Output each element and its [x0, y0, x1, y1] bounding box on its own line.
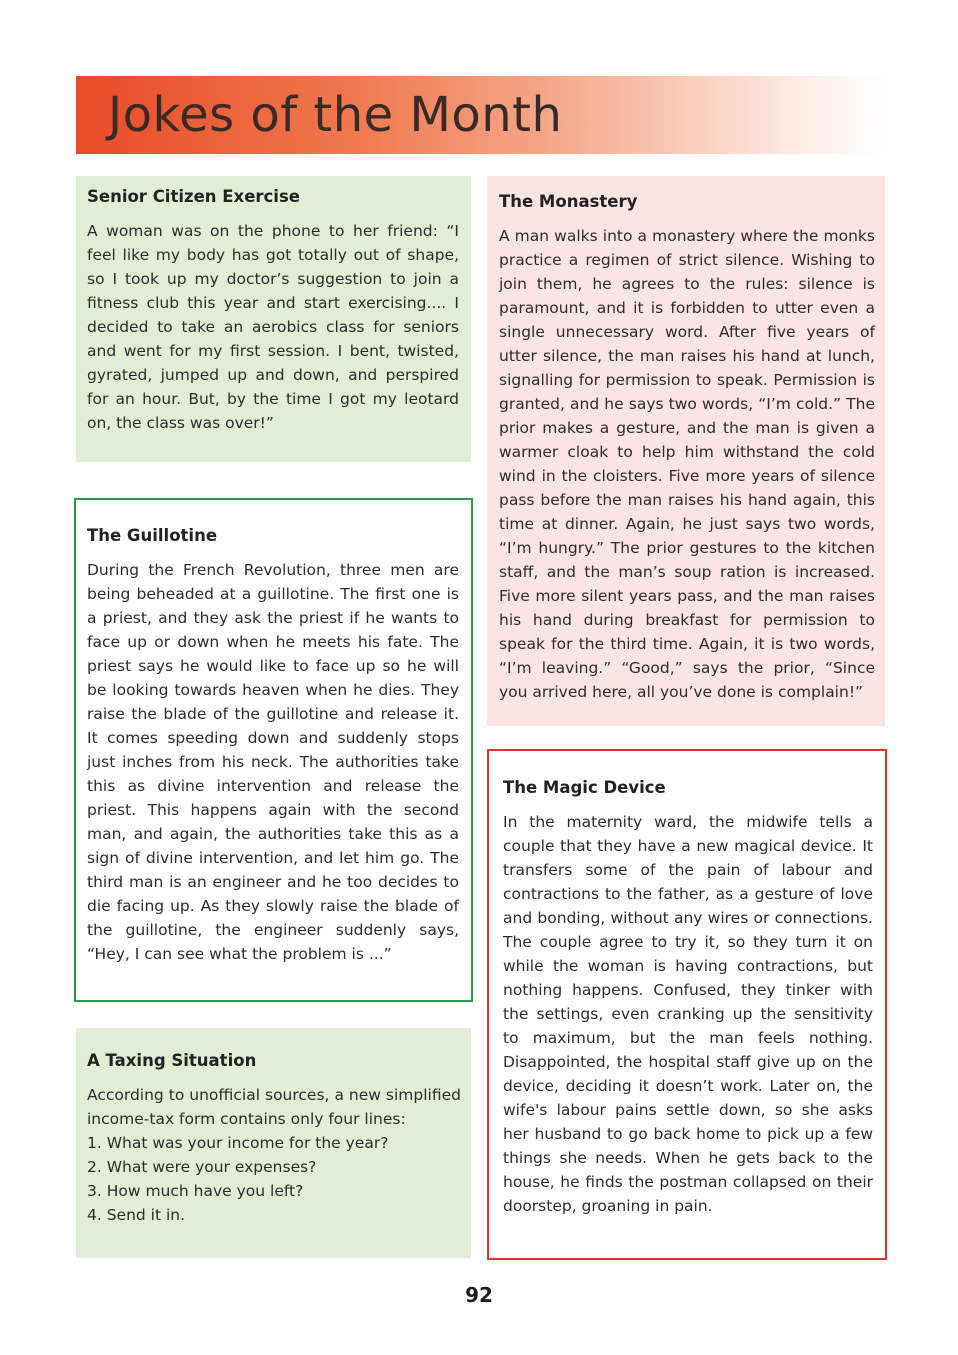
- joke-title: The Guillotine: [87, 526, 218, 545]
- joke-the-monastery: [487, 176, 885, 726]
- page-title: Jokes of the Month: [108, 87, 563, 143]
- joke-title: The Magic Device: [503, 778, 666, 797]
- joke-senior-citizen-exercise: [76, 176, 471, 462]
- tax-form-line: 3. How much have you left?: [87, 1182, 304, 1200]
- joke-title: The Monastery: [499, 192, 638, 211]
- tax-form-line: 4. Send it in.: [87, 1206, 186, 1224]
- title-banner: [76, 76, 884, 154]
- joke-title: A Taxing Situation: [87, 1051, 257, 1070]
- joke-the-guillotine: [74, 498, 473, 1002]
- joke-a-taxing-situation: [76, 1028, 471, 1258]
- joke-title: Senior Citizen Exercise: [87, 187, 300, 206]
- joke-the-magic-device: [487, 749, 887, 1260]
- joke-body: In the maternity ward, the midwife tells a couple that they have a new magical device. It transfers some of the pain of labour and contractions to the father, as a gesture of love and bonding, without any wires or connections. The couple agree to try it, so they turn it on while the woman is having contractions, but nothing happens. Confused, they tinker with the settings, even cranking up the sensitivity to maximum, but the man feels nothing. Disappointed, the hospital staff give up on the device, deciding it doesn’t work. Later on, the wife's labour pains settle down, so she asks her husband to go back home to pick up a few things she needs. When he gets back to the house, he finds the postman collapsed on their doorstep, groaning in pain.: [503, 813, 873, 1215]
- page-number: 92: [465, 1283, 493, 1307]
- joke-intro: According to unofficial sources, a new simplified income-tax form contains only four lines:: [87, 1086, 461, 1128]
- tax-form-line: 1. What was your income for the year?: [87, 1134, 389, 1152]
- joke-body: A man walks into a monastery where the monks practice a regimen of strict silence. Wishing to join them, he agrees to the rules: silence is paramount, and it is forbidden to utter even a single unnecessary word. After five years of utter silence, the man raises his hand at lunch, signalling for permission to speak. Permission is granted, and he says two words, “I’m cold.” The prior makes a gesture, and the man is given a warmer cloak to help him withstand the cold wind in the cloisters. Five more years of silence pass before the man raises his hand again, this time at dinner. Again, he just says two words, “I’m hungry.” The prior gestures to the kitchen staff, and the man’s soup ration is increased. Five more silent years pass, and the man raises his hand during breakfast for permission to speak for the third time. Again, it is two words, “I’m leaving.” “Good,” says the prior, “Since you arrived here, all you’ve done is complain!”: [499, 227, 875, 701]
- tax-form-line: 2. What were your expenses?: [87, 1158, 317, 1176]
- joke-body: A woman was on the phone to her friend: “I feel like my body has got totally out of shape, so I took up my doctor’s suggestion to join a fitness club this year and start exercising.... I decided to take an aerobics class for seniors and went for my first session. I bent, twisted, gyrated, jumped up and down, and perspired for an hour. But, by the time I got my leotard on, the class was over!”: [87, 222, 459, 432]
- tax-form-lines: [87, 1131, 461, 1227]
- joke-body: During the French Revolution, three men are being beheaded at a guillotine. The first one is a priest, and they ask the priest if he wants to face up or down when he meets his fate. The priest says he would like to face up so he will be looking towards heaven when he dies. They raise the blade of the guillotine and release it. It comes speeding down and suddenly stops just inches from his neck. The authorities take this as divine intervention and release the priest. This happens again with the second man, and again, the authorities take this as a sign of divine intervention, and let him go. The third man is an engineer and he too decides to die facing up. As they slowly raise the blade of the guillotine, the engineer suddenly says, “Hey, I can see what the problem is ...”: [87, 561, 459, 963]
